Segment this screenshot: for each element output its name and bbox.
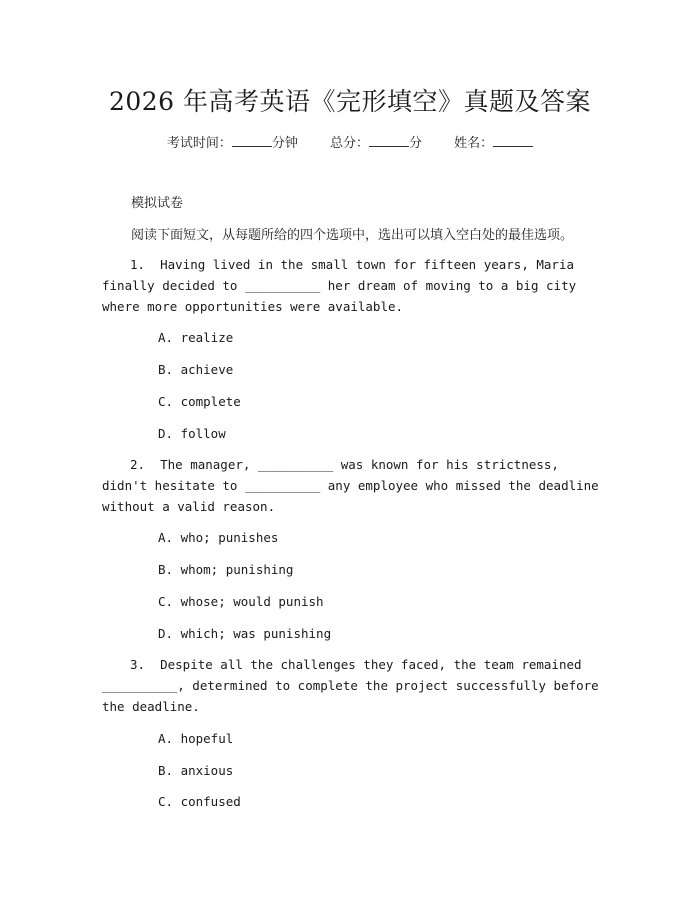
instruction-text: 阅读下面短文，从每题所给的四个选项中，选出可以填入空白处的最佳选项。 [131,228,574,243]
question-2: 2. The manager, __________ was known for his strictness, didn't hesitate to __________ any employee who missed the deadline without a valid reason. [102,457,607,514]
q3-option-b[interactable]: B. anxious [158,763,234,778]
exam-meta [0,132,700,151]
name-label: 姓名： [454,136,494,151]
q2-option-b[interactable]: B. whom; punishing [158,562,294,577]
q2-option-c[interactable]: C. whose; would punish [158,594,324,609]
q3-option-a[interactable]: A. hopeful [158,731,234,746]
name-field [454,136,533,151]
score-unit: 分 [409,136,423,151]
score-label: 总分： [329,136,369,151]
time-label: 考试时间： [166,136,232,151]
question-3: 3. Despite all the challenges they faced, the team remained __________, determined to complete the project successfully before the deadline. [102,657,607,714]
time-field [167,136,302,151]
time-blank[interactable] [232,135,272,147]
score-blank[interactable] [369,135,409,147]
q1-option-d[interactable]: D. follow [158,426,226,441]
q2-option-a[interactable]: A. who; punishes [158,530,279,545]
name-blank[interactable] [493,135,533,147]
q3-option-c[interactable]: C. confused [158,794,241,809]
q2-option-d[interactable]: D. which; was punishing [158,626,332,641]
time-unit: 分钟 [271,136,298,151]
q1-option-b[interactable]: B. achieve [158,362,234,377]
page-title: 2026 年高考英语《完形填空》真题及答案 [108,87,592,116]
question-1: 1. Having lived in the small town for fifteen years, Maria finally decided to __________ her dream of moving to a big city where more opportunities were available. [102,257,584,314]
q1-option-a[interactable]: A. realize [158,330,234,345]
score-field [330,136,426,151]
section-title: 模拟试卷 [131,196,184,211]
q1-option-c[interactable]: C. complete [158,394,241,409]
